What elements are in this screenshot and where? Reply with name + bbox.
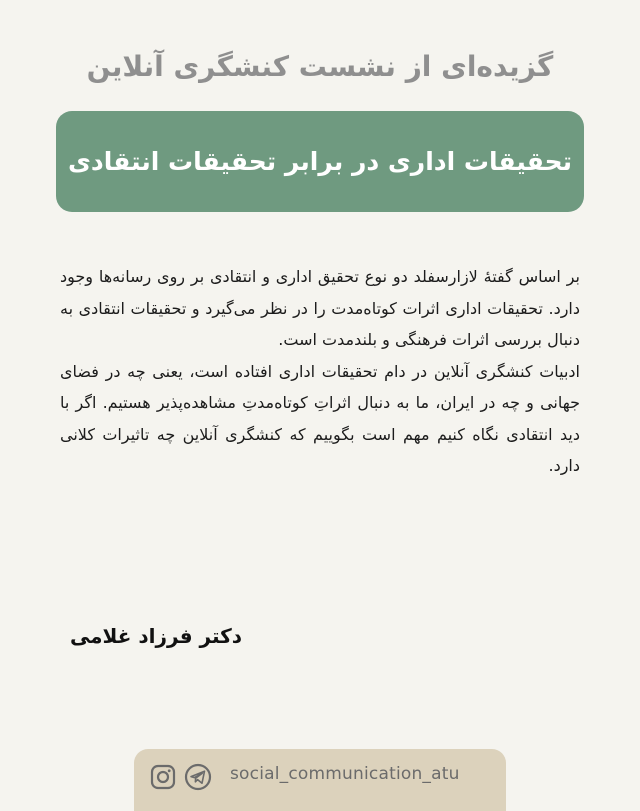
- author-name: دکتر فرزاد غلامی: [69, 624, 242, 648]
- instagram-icon[interactable]: [150, 764, 176, 790]
- body-text: [60, 261, 580, 482]
- topic-title-box: [56, 111, 584, 212]
- footer-social-bar: [134, 749, 506, 811]
- body-paragraph-2: ادبیات کنشگری آنلاین در دام تحقیقات اداری افتاده است، یعنی چه در فضای جهانی و چه در ایران، ما به دنبال اثراتِ کوتاه‌مدتِ مشاهده‌پذیر هستیم. اگر با دید انتقادی نگاه کنیم مهم است بگوییم که کنشگری آنلاین چه تاثیرات کلانی دارد.: [60, 361, 580, 475]
- topic-title: تحقیقات اداری در برابر تحقیقات انتقادی: [68, 147, 572, 176]
- social-icons: [150, 763, 212, 791]
- body-paragraph-1: بر اساس گفتۀ لازارسفلد دو نوع تحقیق اداری و انتقادی بر روی رسانه‌ها وجود دارد. تحقیقات اداری اثرات کوتاه‌مدت را در نظر می‌گیرد و تحقیقات انتقادی به دنبال بررسی اثرات فرهنگی و بلندمدت است.: [60, 267, 580, 349]
- social-handle[interactable]: social_communication_atu: [230, 764, 460, 784]
- telegram-icon[interactable]: [184, 763, 212, 791]
- header-title: گزیده‌ای از نشست کنشگری آنلاین: [86, 50, 554, 83]
